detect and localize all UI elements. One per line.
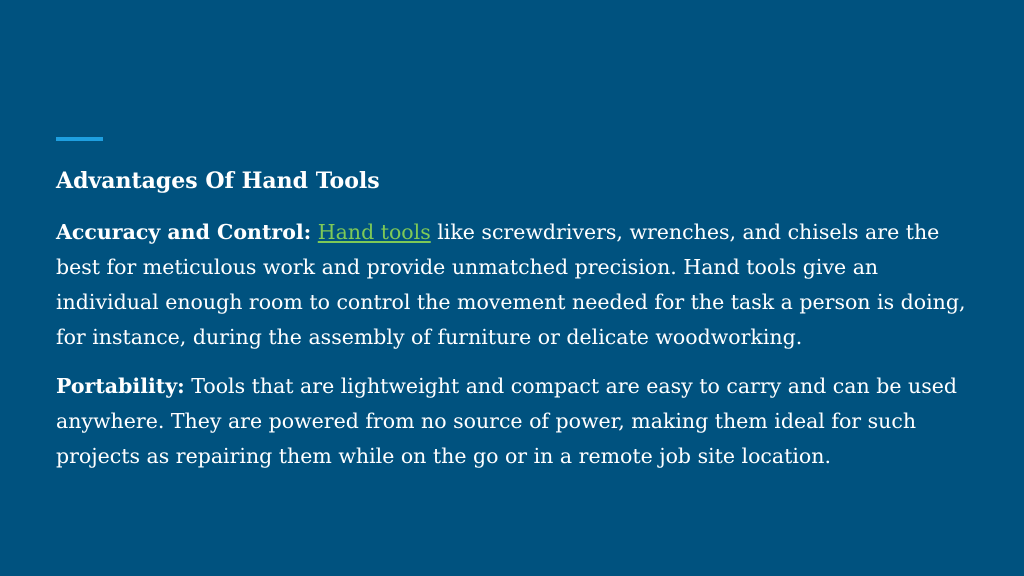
hand-tools-link[interactable]: Hand tools (317, 220, 431, 244)
paragraph-accuracy-body: like screwdrivers, wrenches, and chisels are the best for meticulous work and provide unmatched precision. Hand tools give an individual enough room to control the movement needed for the task a person is doing, for instance, during the assembly of furniture or delicate woodworking. (56, 220, 966, 349)
paragraph-portability (56, 369, 986, 474)
title-accent-bar (56, 137, 103, 141)
paragraph-accuracy-control (56, 215, 986, 355)
term-portability: Portability: (56, 374, 185, 398)
paragraph-portability-body: Tools that are lightweight and compact are easy to carry and can be used anywhere. They are powered from no source of power, making them ideal for such projects as repairing them while on the go or in a remote job site location. (56, 374, 957, 468)
slide-title: Advantages Of Hand Tools (56, 168, 380, 194)
term-accuracy-control: Accuracy and Control: (56, 220, 312, 244)
slide-content (56, 163, 986, 488)
